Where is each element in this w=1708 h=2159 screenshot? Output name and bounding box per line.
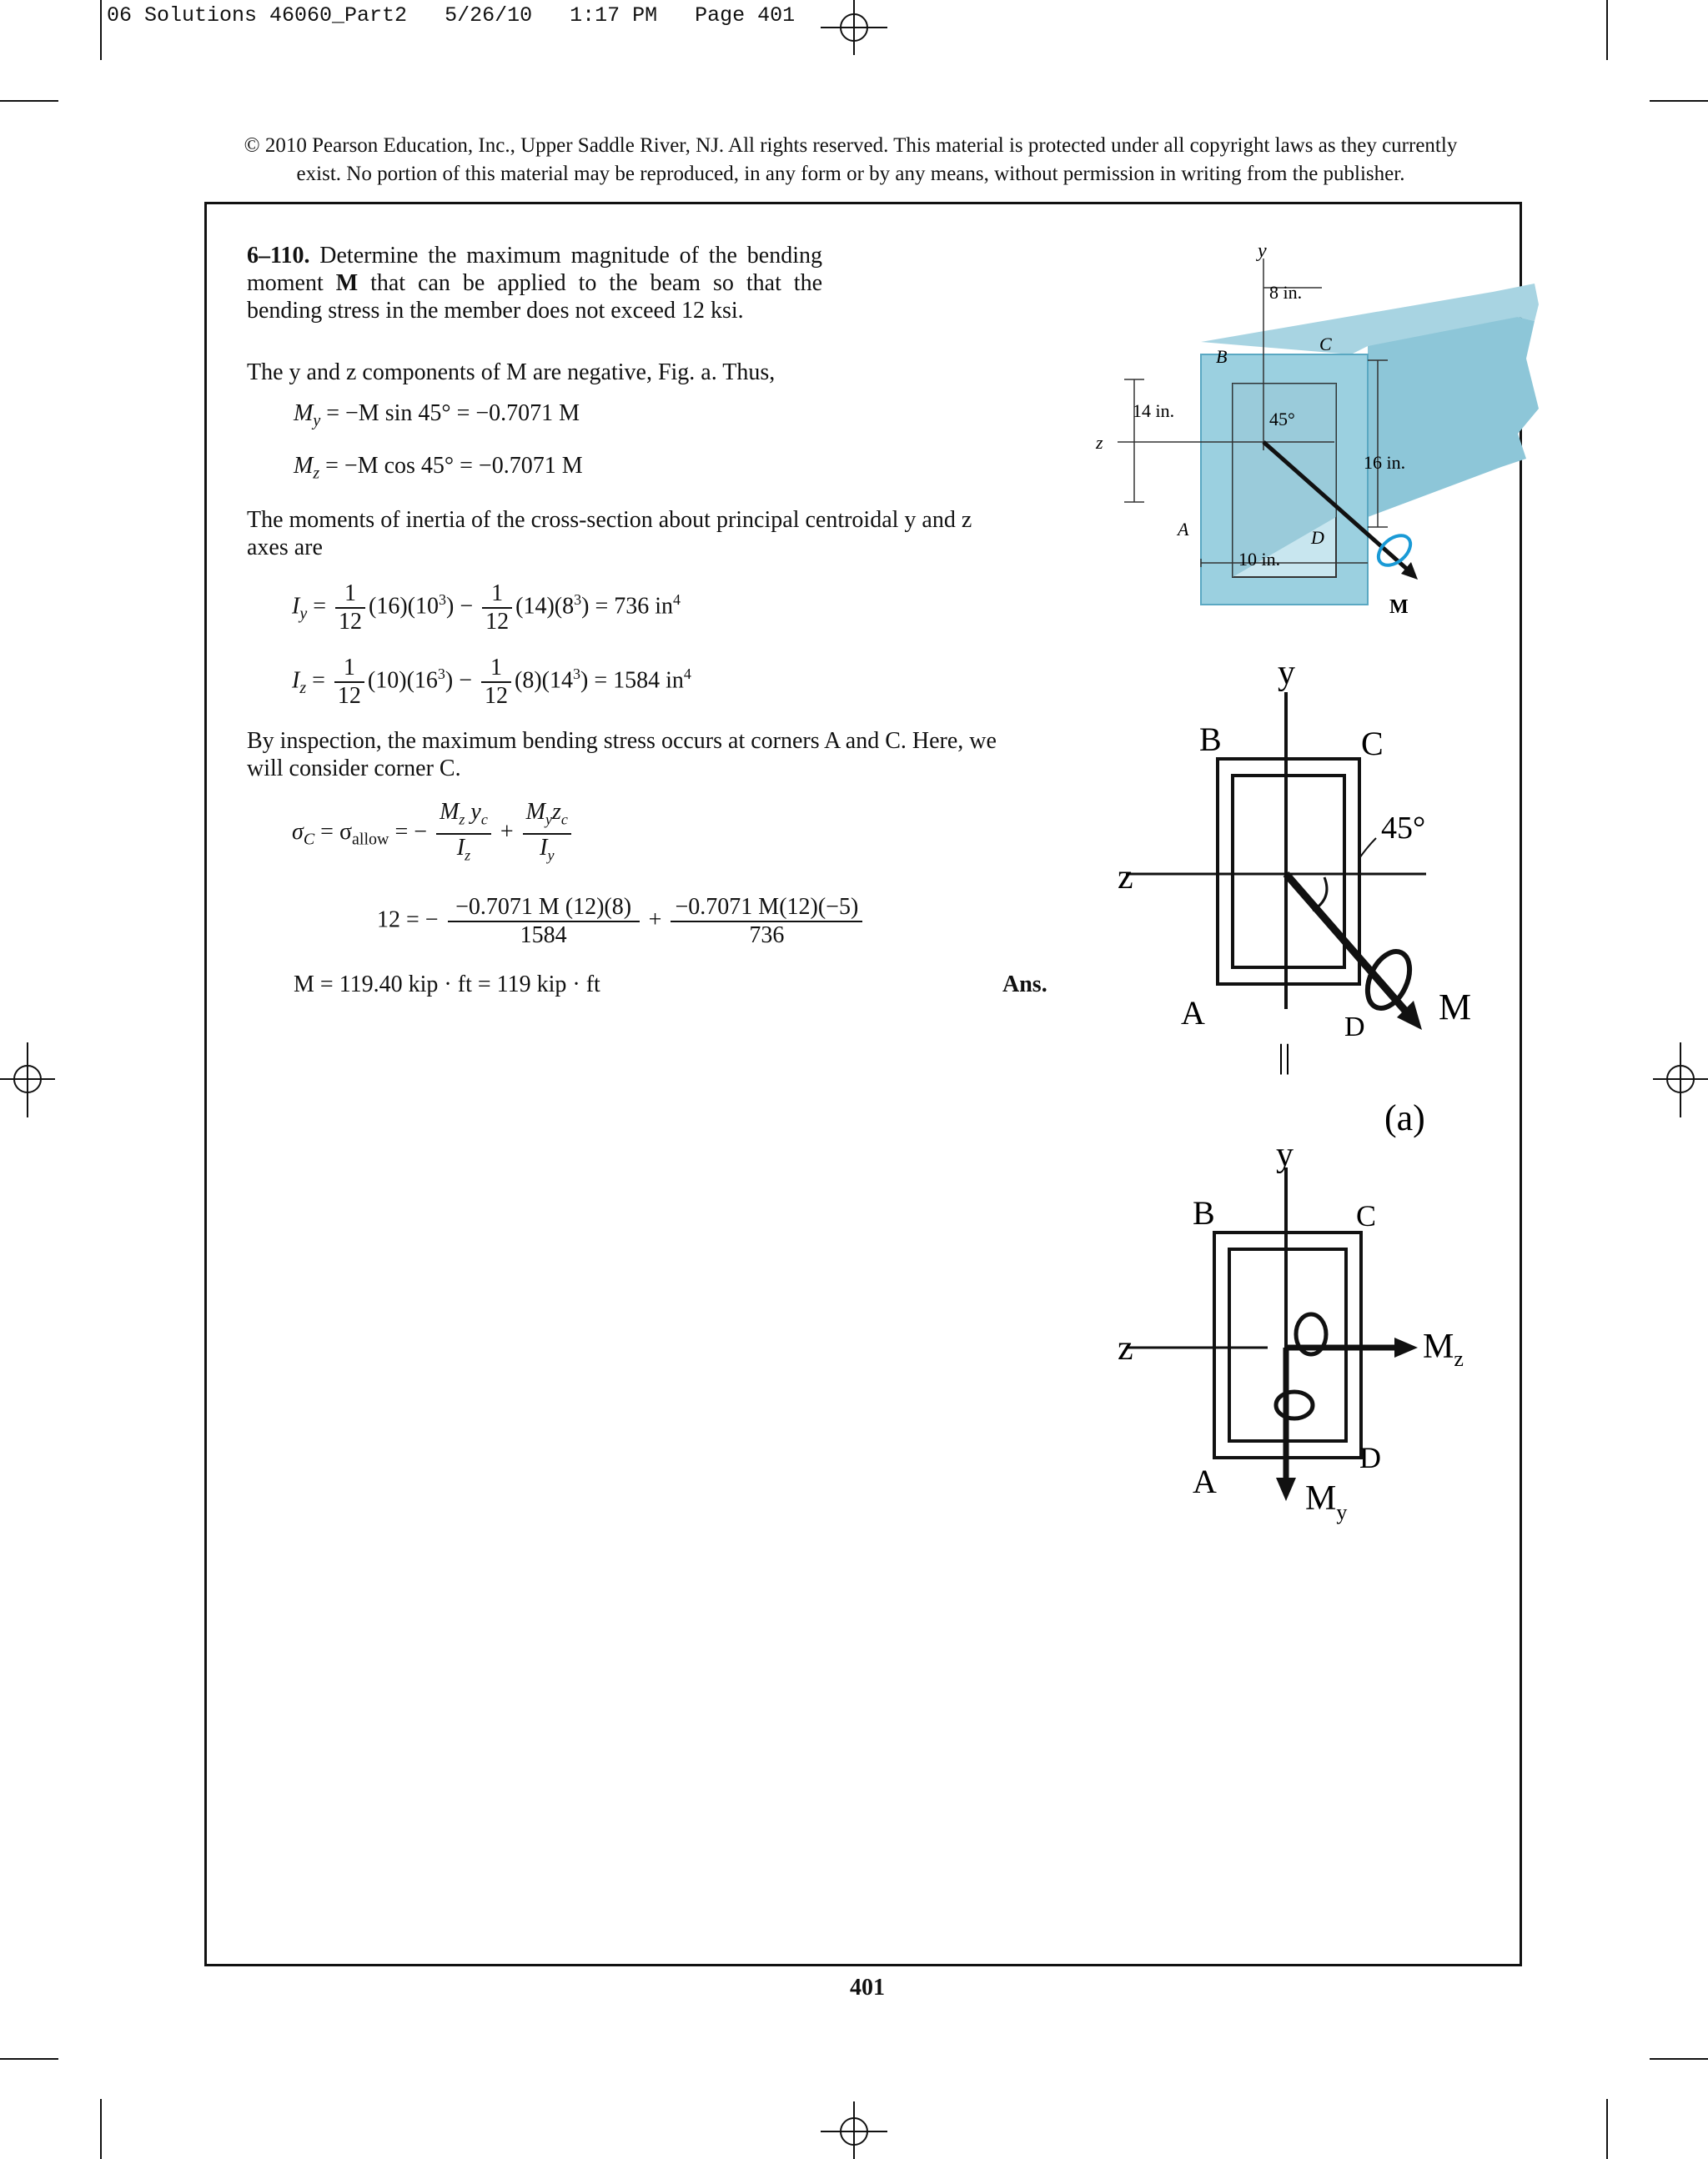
sketch-a-z: z — [1118, 858, 1133, 896]
answer-label: Ans. — [1002, 972, 1047, 997]
copyright-notice: © 2010 Pearson Education, Inc., Upper Saddle River, NJ. All rights reserved. This material is protected under all copyright laws as they currently exist. No portion of this material may be reproduced, in any form or by any means, without permission in writing from the publisher. — [244, 134, 1458, 185]
fig-label-c: C — [1319, 334, 1332, 354]
sketch-a-y: y — [1278, 654, 1295, 692]
sketch-a-caption: (a) — [1384, 1097, 1425, 1138]
fig-label-y: y — [1258, 242, 1267, 262]
fig-dim-10: 10 in. — [1238, 549, 1281, 570]
my-equation: $M_y = -M$ sin 45° = −0.7071 M — [294, 400, 580, 430]
sketch-b-c: C — [1356, 1199, 1377, 1233]
problem-statement: 6–110. Determine the maximum magnitude of the bending moment M that can be applied to the beam so that the bending stress in the member does not exceed 12 ksi. — [247, 243, 822, 324]
inertia-intro: The moments of inertia of the cross-section about principal centroidal y and z axes are — [247, 507, 972, 560]
numeric-equation: 12 = − $\frac{-0.7071 M (12)(8)}{1584}$ + $\frac{-0.7071 M(12)(-5)}{736}$ — [377, 894, 866, 949]
sketch-b-b: B — [1193, 1194, 1215, 1232]
fig-label-a: A — [1178, 519, 1189, 540]
fig-label-z: z — [1096, 432, 1103, 453]
fig-label-b: B — [1216, 346, 1228, 367]
sketch-a-angle: 45° — [1381, 811, 1426, 846]
sketch-a-equals: || — [1278, 1037, 1292, 1075]
sketch-b-my: $M_y$ — [1305, 1479, 1348, 1524]
iz-equation: $I_z$ = $\frac{1}{12}$ $(10)(16^3)$ − $\frac{1}{12}$ $(8)(14^3) = 1584$ $in^4$ — [292, 655, 691, 709]
page-number: 401 — [850, 1975, 885, 2001]
sketch-b — [1101, 1134, 1518, 1551]
sketch-a-m: M — [1439, 987, 1472, 1027]
beam-side-face — [1368, 317, 1539, 517]
sketch-b-my-arrowhead — [1276, 1478, 1296, 1501]
sketch-a-b: B — [1199, 721, 1222, 758]
sketch-a-c: C — [1361, 725, 1384, 762]
components-intro: The y and z components of M are negative, Fig. a. Thus, — [247, 359, 776, 385]
sketch-b-d: D — [1359, 1441, 1381, 1474]
fig-dim-16: 16 in. — [1364, 452, 1406, 473]
fig-angle: 45° — [1269, 409, 1295, 429]
result-equation: M = 119.40 kip · ft = 119 kip · ft — [294, 972, 600, 997]
sketch-b-a: A — [1193, 1463, 1217, 1500]
sketch-a-a: A — [1181, 994, 1205, 1032]
fig-label-d: D — [1311, 527, 1324, 548]
fig-dim-8: 8 in. — [1269, 282, 1303, 303]
problem-number: 6–110. — [247, 243, 310, 269]
sketch-a — [1101, 650, 1518, 1151]
iy-equation: $I_y$ = $\frac{1}{12}$ $(16)(10^3)$ − $\frac{1}{12}$ $(14)(8^3) = 736$ $in^4$ — [292, 580, 681, 635]
print-slug: 06 Solutions 46060_Part2 5/26/10 1:17 PM Page 401 — [107, 3, 796, 28]
sketch-a-d: D — [1344, 1012, 1365, 1042]
fig-dim-14: 14 in. — [1133, 400, 1175, 421]
fig-label-m: M — [1389, 596, 1409, 618]
sketch-b-mz-arrowhead — [1394, 1338, 1418, 1358]
sketch-b-y: y — [1276, 1136, 1294, 1174]
inspection-text: By inspection, the maximum bending stress occurs at corners A and C. Here, we will consider corner C. — [247, 728, 997, 781]
sketch-a-moment-vector — [1286, 874, 1411, 1017]
sketch-b-mz: $M_z$ — [1423, 1328, 1464, 1371]
beam-figure — [1084, 242, 1551, 625]
stress-equation: $\sigma_C = \sigma_{allow}$ = − $\frac{M_z y_c}{I_z}$ + $\frac{M_yz_c}{I_y}$ — [292, 799, 575, 868]
mz-equation: $M_z = -M$ cos 45° = −0.7071 M — [294, 453, 583, 483]
sketch-b-z: z — [1118, 1329, 1133, 1368]
